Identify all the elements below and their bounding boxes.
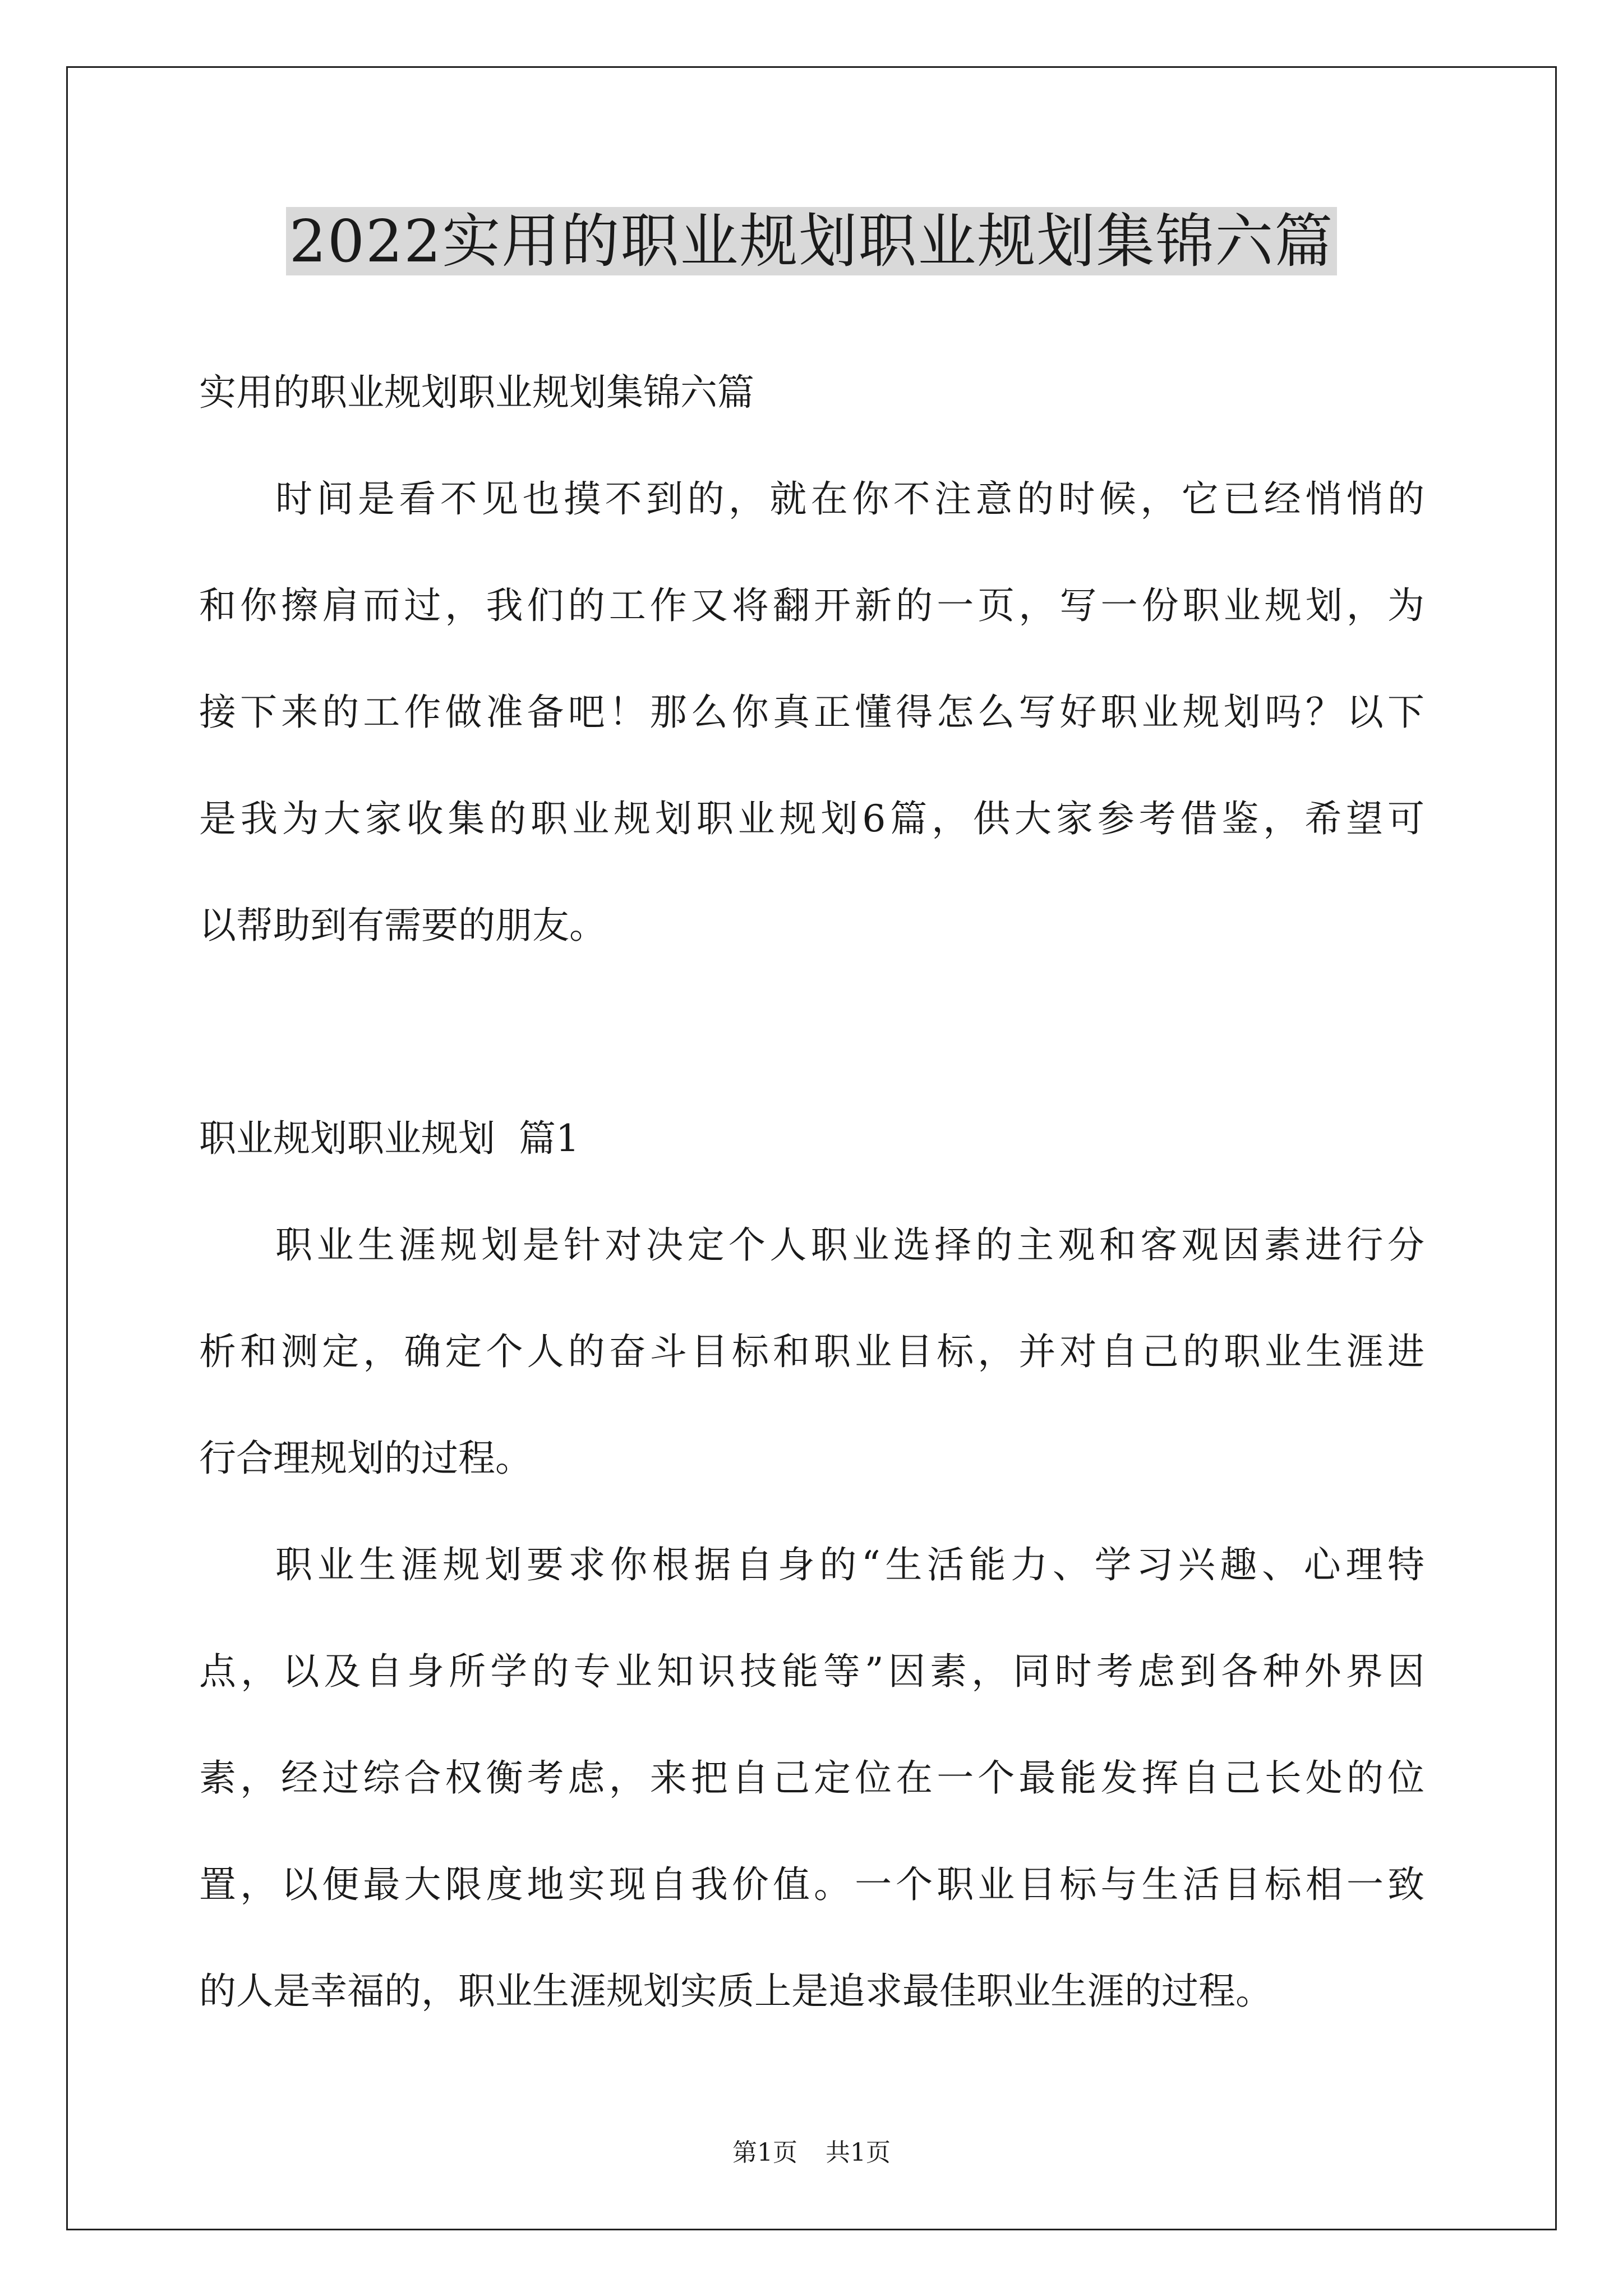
document-title-text: 2022实用的职业规划职业规划集锦六篇 [286, 207, 1338, 275]
document-title [0, 202, 1623, 280]
intro-line: 接下来的工作做准备吧！那么你真正懂得怎么写好职业规划吗？以下 [199, 691, 1424, 734]
paragraph-line: 析和测定，确定个人的奋斗目标和职业目标，并对自己的职业生涯进 [199, 1330, 1424, 1373]
intro-line: 以帮助到有需要的朋友。 [199, 904, 606, 947]
paragraph-line: 职业生涯规划是针对决定个人职业选择的主观和客观因素进行分 [275, 1223, 1424, 1267]
paragraph-line: 行合理规划的过程。 [199, 1437, 532, 1480]
document-body [199, 339, 1424, 2045]
intro-line: 和你擦肩而过，我们的工作又将翻开新的一页，写一份职业规划，为 [199, 584, 1424, 627]
paragraph-line: 职业生涯规划要求你根据自身的“生活能力、学习兴趣、心理特 [275, 1543, 1424, 1586]
paragraph-line: 素，经过综合权衡考虑，来把自己定位在一个最能发挥自己长处的位 [199, 1756, 1424, 1800]
intro-line: 时间是看不见也摸不到的，就在你不注意的时候，它已经悄悄的 [275, 477, 1424, 521]
paragraph-line: 点，以及自身所学的专业知识技能等”因素，同时考虑到各种外界因 [199, 1650, 1424, 1693]
section-heading: 职业规划职业规划 篇1 [199, 1117, 579, 1160]
page-total: 共1页 [826, 2138, 891, 2167]
paragraph-line: 的人是幸福的，职业生涯规划实质上是追求最佳职业生涯的过程。 [199, 1970, 1272, 2013]
intro-line: 是我为大家收集的职业规划职业规划6篇，供大家参考借鉴，希望可 [199, 797, 1424, 840]
paragraph-line: 置，以便最大限度地实现自我价值。一个职业目标与生活目标相一致 [199, 1863, 1424, 1906]
page-footer [0, 2136, 1623, 2170]
page-number: 第1页 [732, 2138, 797, 2167]
subtitle: 实用的职业规划职业规划集锦六篇 [199, 371, 754, 414]
section-spacer [199, 979, 1424, 1085]
